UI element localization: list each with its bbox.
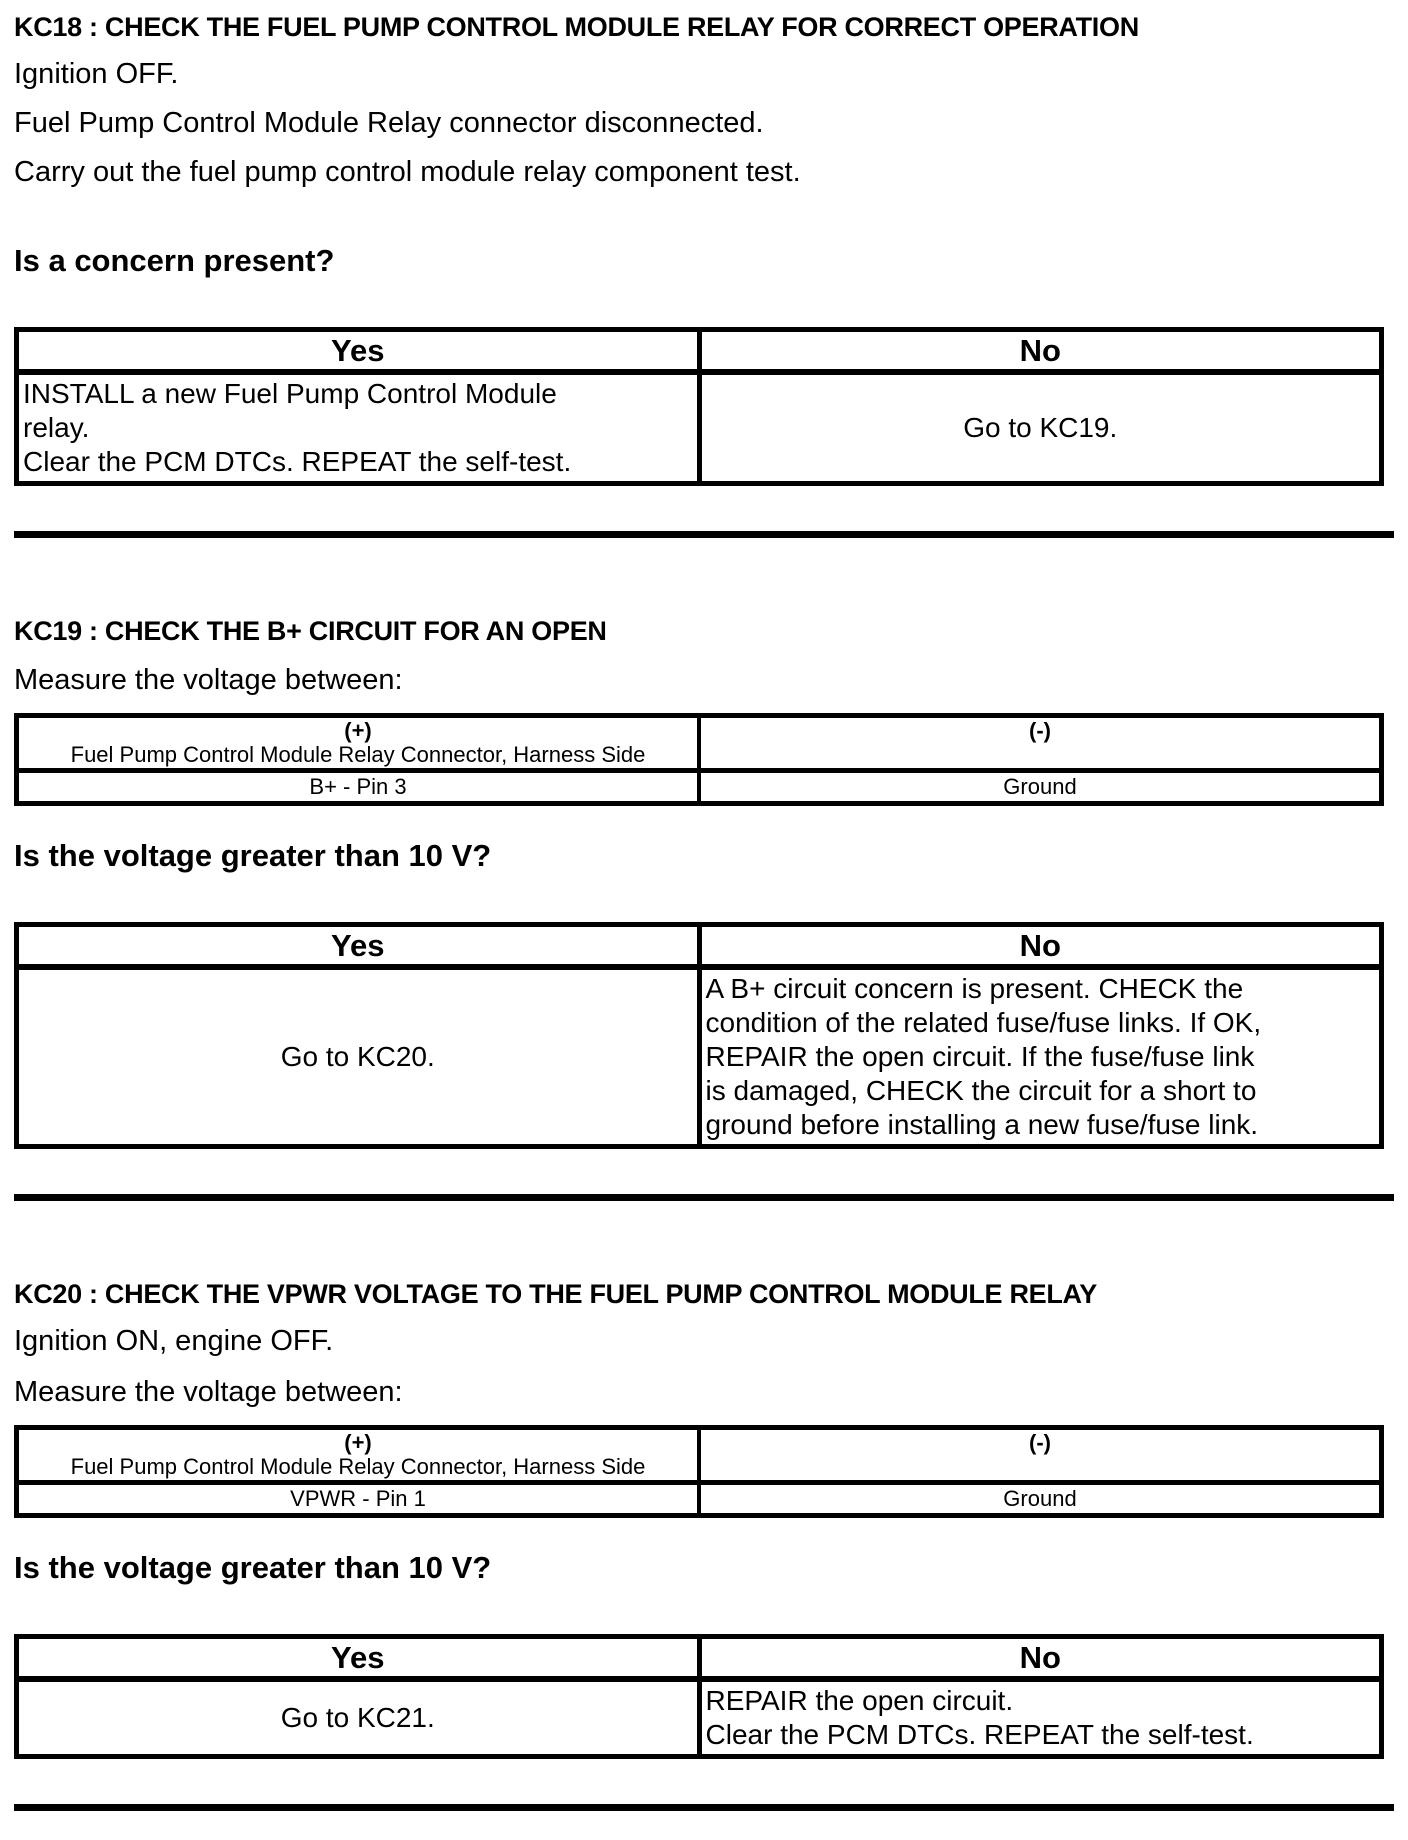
measure-instruction: Measure the voltage between:: [14, 1376, 403, 1408]
positive-symbol: (+): [344, 1430, 372, 1455]
positive-point-cell: B+ - Pin 3: [309, 774, 407, 799]
section-divider-rule: [14, 1804, 1394, 1811]
procedure-step: Ignition OFF.: [14, 58, 179, 90]
decision-table: [14, 327, 1384, 486]
section-heading: KC18 : CHECK THE FUEL PUMP CONTROL MODULE RELAY FOR CORRECT OPERATION: [14, 12, 1139, 42]
cell-line: ground before installing a new fuse/fuse link.: [705, 1109, 1259, 1140]
positive-symbol: (+): [344, 718, 372, 743]
measurement-table: [14, 713, 1384, 806]
question-text: Is the voltage greater than 10 V?: [14, 838, 492, 873]
positive-point-cell: VPWR - Pin 1: [290, 1486, 426, 1511]
cell-line: Clear the PCM DTCs. REPEAT the self-test.: [705, 1719, 1254, 1750]
procedure-step: Carry out the fuel pump control module relay component test.: [14, 156, 801, 188]
decision-table-body-row: [19, 1682, 1379, 1754]
measure-instruction: Measure the voltage between:: [14, 664, 403, 696]
section-kc20: [14, 1279, 1394, 1759]
decision-table-body-row: [19, 375, 1379, 481]
measurement-table-data-row: [19, 1485, 1379, 1513]
section-divider-rule: [14, 531, 1394, 538]
cell-line: Clear the PCM DTCs. REPEAT the self-test.: [23, 446, 572, 477]
positive-header-cell: [19, 1430, 697, 1480]
no-cell: [697, 1682, 1380, 1754]
positive-header-cell: [19, 718, 697, 768]
cell-line: relay.: [23, 412, 90, 443]
no-header-cell: No: [697, 927, 1380, 964]
negative-symbol: (-): [1029, 718, 1051, 743]
yes-cell: [19, 375, 697, 481]
cell-line: REPAIR the open circuit. If the fuse/fuse link: [705, 1041, 1255, 1072]
no-header-cell: No: [697, 332, 1380, 369]
yes-header-cell: Yes: [331, 928, 385, 963]
negative-point-cell: Ground: [697, 1485, 1379, 1513]
yes-header-cell: Yes: [331, 1640, 385, 1675]
cell-line: Go to KC21.: [280, 1702, 435, 1733]
measurement-table-header-row: [19, 718, 1379, 773]
measurement-table-header-row: [19, 1430, 1379, 1485]
section-kc19: [14, 616, 1394, 1149]
negative-header-cell: [697, 1430, 1379, 1480]
cell-line: INSTALL a new Fuel Pump Control Module: [23, 378, 557, 409]
section-divider-rule: [14, 1194, 1394, 1201]
cell-line: Go to KC19.: [963, 412, 1118, 443]
negative-point-cell: Ground: [697, 773, 1379, 801]
cell-line: Go to KC20.: [280, 1041, 435, 1072]
no-cell: [697, 375, 1380, 481]
measurement-table: [14, 1425, 1384, 1518]
procedure-step: Ignition ON, engine OFF.: [14, 1325, 334, 1357]
decision-table-header-row: [19, 332, 1379, 375]
measurement-table-data-row: [19, 773, 1379, 801]
decision-table: [14, 922, 1384, 1149]
procedure-step: Fuel Pump Control Module Relay connector disconnected.: [14, 107, 764, 139]
cell-line: is damaged, CHECK the circuit for a short to: [705, 1075, 1257, 1106]
cell-line: condition of the related fuse/fuse links. If OK,: [705, 1007, 1262, 1038]
section-kc18: [14, 12, 1394, 486]
no-cell: [697, 970, 1380, 1144]
cell-line: REPAIR the open circuit.: [705, 1685, 1014, 1716]
decision-table: [14, 1634, 1384, 1759]
cell-line: A B+ circuit concern is present. CHECK the: [705, 973, 1244, 1004]
question-text: Is a concern present?: [14, 243, 335, 278]
positive-connector-label: Fuel Pump Control Module Relay Connector, Harness Side: [70, 742, 646, 767]
section-heading: KC20 : CHECK THE VPWR VOLTAGE TO THE FUEL PUMP CONTROL MODULE RELAY: [14, 1279, 1097, 1309]
no-header-cell: No: [697, 1639, 1380, 1676]
yes-header-cell: Yes: [331, 333, 385, 368]
decision-table-header-row: [19, 927, 1379, 970]
positive-connector-label: Fuel Pump Control Module Relay Connector, Harness Side: [70, 1454, 646, 1479]
question-text: Is the voltage greater than 10 V?: [14, 1550, 492, 1585]
section-heading: KC19 : CHECK THE B+ CIRCUIT FOR AN OPEN: [14, 616, 607, 646]
decision-table-body-row: [19, 970, 1379, 1144]
service-manual-page: [0, 12, 1408, 1840]
negative-symbol: (-): [1029, 1430, 1051, 1455]
decision-table-header-row: [19, 1639, 1379, 1682]
yes-cell: [19, 1682, 697, 1754]
negative-header-cell: [697, 718, 1379, 768]
yes-cell: [19, 970, 697, 1144]
